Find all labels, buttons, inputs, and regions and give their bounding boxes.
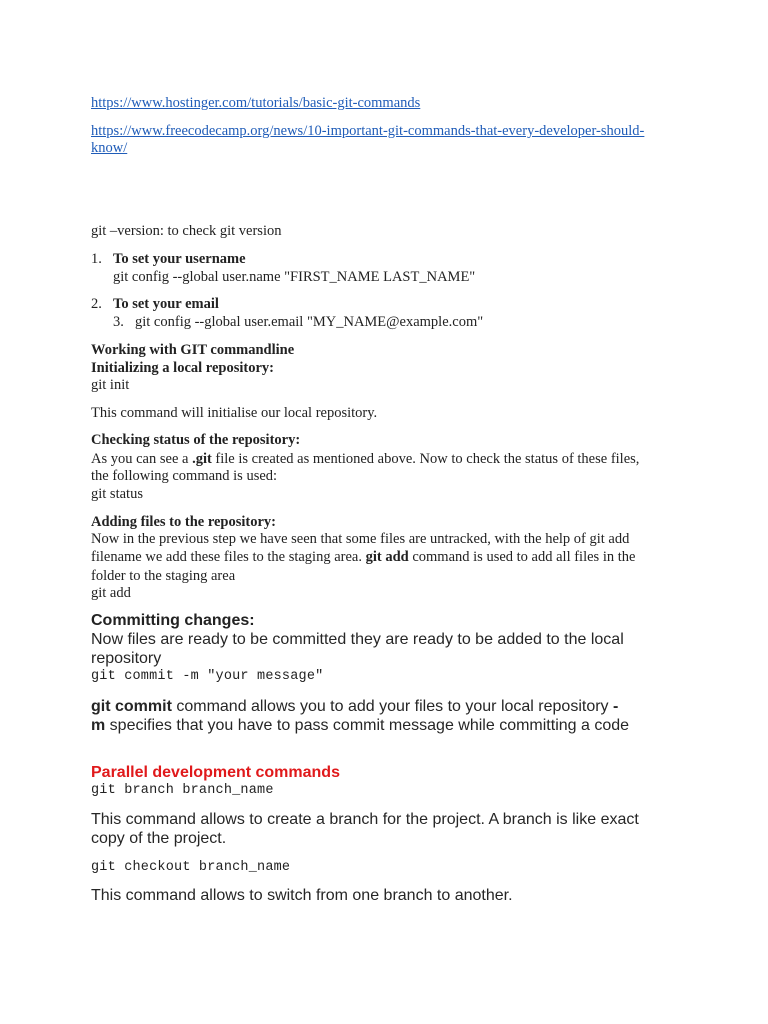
adding-command: git add [91, 585, 131, 601]
committing-heading: Committing changes: [91, 612, 255, 629]
list-item-email [91, 295, 219, 313]
branch-command: git branch branch_name [91, 783, 274, 798]
username-command: git config --global user.name "FIRST_NAME LAST_NAME" [113, 269, 476, 285]
list-number: 2. [91, 296, 102, 312]
parallel-heading: Parallel development commands [91, 764, 340, 781]
list-item-title: To set your email [113, 296, 219, 312]
committing-line-2: repository [91, 650, 162, 667]
working-heading: Working with GIT commandline [91, 342, 295, 358]
status-heading: Checking status of the repository: [91, 432, 301, 448]
status-command: git status [91, 486, 143, 502]
list-number: 3. [113, 314, 124, 330]
hostinger-link[interactable]: https://www.hostinger.com/tutorials/basic-git-commands [91, 95, 421, 111]
adding-line-2: filename we add these files to the staging area. git add command is used to add all files in the [91, 549, 636, 565]
committing-line-1: Now files are ready to be committed they are ready to be added to the local [91, 631, 624, 648]
email-command-text: git config --global user.email "MY_NAME@example.com" [135, 314, 484, 330]
list-item-username [91, 250, 246, 268]
branch-desc-line-1: This command allows to create a branch for the project. A branch is like exact [91, 811, 639, 828]
status-line-1: As you can see a .git file is created as mentioned above. Now to check the status of these files, [91, 451, 640, 467]
freecodecamp-link-line1[interactable]: https://www.freecodecamp.org/news/10-important-git-commands-that-every-developer-should- [91, 123, 645, 139]
email-command [113, 313, 483, 331]
commit-desc-line-2: m specifies that you have to pass commit message while committing a code [91, 717, 630, 734]
adding-heading: Adding files to the repository: [91, 514, 277, 530]
adding-line-1: Now in the previous step we have seen that some files are untracked, with the help of git add [91, 531, 630, 547]
git-version-line: git –version: to check git version [91, 223, 282, 239]
commit-command: git commit -m "your message" [91, 669, 324, 684]
commit-desc-line-1: git commit command allows you to add your files to your local repository - [91, 698, 619, 715]
init-heading: Initializing a local repository: [91, 360, 274, 376]
checkout-description: This command allows to switch from one branch to another. [91, 887, 513, 904]
branch-desc-line-2: copy of the project. [91, 830, 227, 847]
checkout-command: git checkout branch_name [91, 860, 291, 875]
init-command: git init [91, 377, 130, 393]
list-item-title: To set your username [113, 251, 246, 267]
list-number: 1. [91, 251, 102, 267]
status-line-2: the following command is used: [91, 468, 278, 484]
freecodecamp-link-line2[interactable]: know/ [91, 140, 128, 156]
adding-line-3: folder to the staging area [91, 568, 236, 584]
init-description: This command will initialise our local repository. [91, 405, 378, 421]
